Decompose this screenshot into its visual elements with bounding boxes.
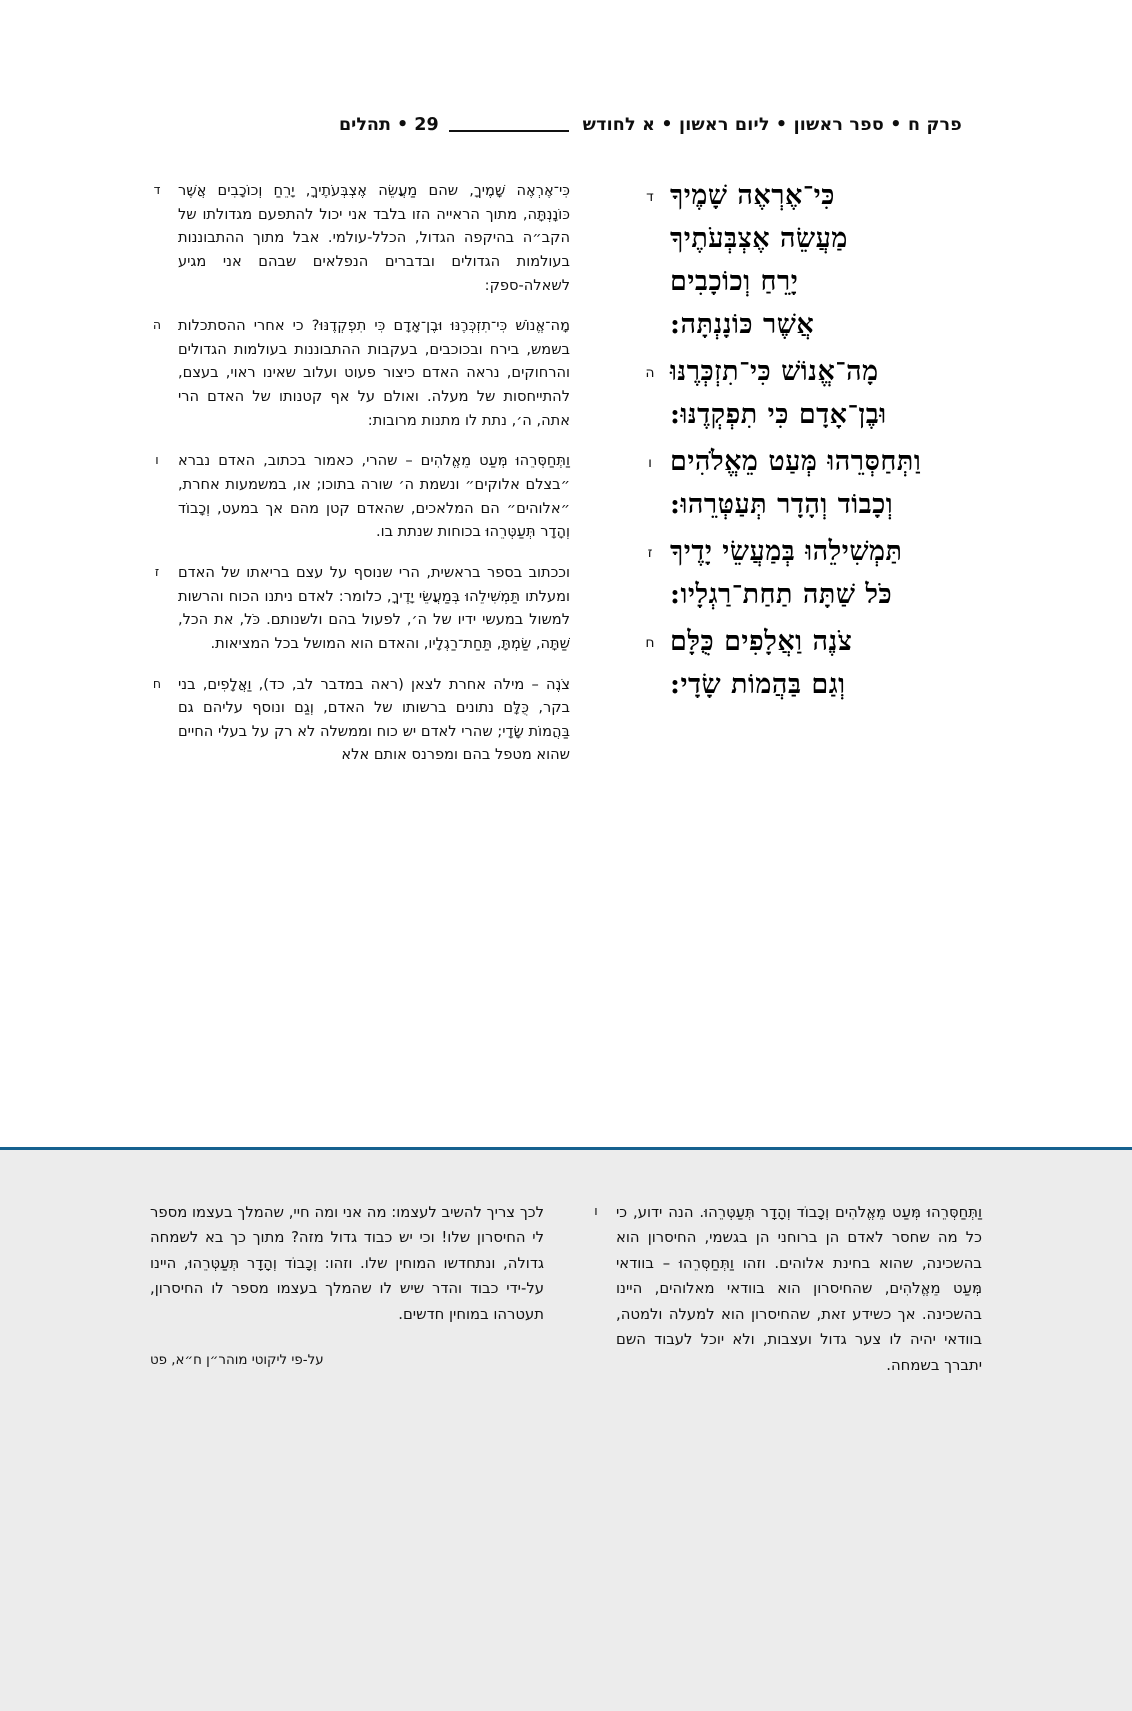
commentary-letter: ו xyxy=(155,452,159,468)
verse-line xyxy=(642,351,982,392)
commentary-paragraph xyxy=(150,449,570,544)
verse-text: צֹנֶה וַאֲלָפִים כֻּלָּם xyxy=(670,626,853,658)
band-text: לכך צריך להשיב לעצמו: מה אני ומה חיי, שהמלך בעצמו מספר לי החיסרון שלו! וכי יש כבוד גדול מזה? מתוך כך בא לשמחה גדולה, ונתחדשו המוחין שלו. וזהו: וְכָבוֹד וְהָדָר תְּעַטְּרֵהוּ, היינו על-ידי כבוד והדר שיש לו שהמלך בעצמו מספר לו החיסרון, תעטרהו במוחין חדשים. xyxy=(150,1204,544,1323)
commentary-letter: ה xyxy=(152,317,162,333)
commentary-letter: ז xyxy=(154,563,160,579)
commentary-text: וככתוב בספר בראשית, הרי שנוסף על עצם בריאתו של האדם ומעלתו תַּמְשִׁילֵהוּ בְּמַעֲשֵׂי יָדֶיךָ, כלומר: לאדם ניתנו הכוח והרשות למשול במעשי ידיו של ה׳, לפעול בהם ולשנותם. כֹּל, את הכל, שַׁתָּה, שַׂמְתָּ, תַּחַת־רַגְלָיו, והאדם הוא המושל בכל המציאות. xyxy=(178,563,570,652)
band-text: וַתְּחַסְּרֵהוּ מְּעַט מֵאֱלֹהִים וְכָבוֹד וְהָדָר תְּעַטְּרֵהוּ. הנה ידוע, כי כל מה שחסר לאדם הן ברוחני הן בגשמי, החיסרון הוא בהשכינה, שהוא בחינת אלוהים. וזהו וַתְּחַסְּרֵהוּ – בוודאי מְּעַט מֵאֱלֹהִים, שהחיסרון הוא בוודאי מאלוהים, היינו בהשכינה. אך כשידע זאת, שהחיסרון הוא למעלה ולמטה, בוודאי יהיה לו צער גדול ועצבות, ולא יוכל לעבוד השם יתברך בשמחה. xyxy=(616,1204,982,1374)
verse-text: וַתְּחַסְּרֵהוּ מְּעַט מֵאֱלֹהִים xyxy=(670,446,922,478)
commentary-text: וַתְּחַסְּרֵהוּ מְּעַט מֵאֱלֹהִים – שהרי, כאמור בכתוב, האדם נברא ״בצלם אלוקים״ ונשמת ה׳ שורה בתוכו; או, במשמעות אחרת, ״אלוהים״ הם המלאכים, שהאדם קטן מהם אך במעט, וְכָבוֹד וְהָדָר תְּעַטְּרֵהוּ בכוחות שנתת בו. xyxy=(178,452,570,541)
verse-text: וְגַם בַּהֲמוֹת שָׂדָי: xyxy=(670,669,846,701)
verse-line xyxy=(642,484,982,525)
band-paragraph xyxy=(588,1200,982,1378)
verse-text: תַּמְשִׁילֵהוּ בְּמַעֲשֵׂי יָדֶיךָ xyxy=(670,536,903,568)
band-source-citation: על-פי ליקוטי מוהר״ן ח״א, פט xyxy=(150,1353,324,1369)
commentary-paragraph xyxy=(150,314,570,432)
header-title: פרק ח • ספר ראשון • ליום ראשון • א לחודש xyxy=(582,115,962,135)
verse-letter: ז xyxy=(647,545,653,562)
verse-line xyxy=(642,621,982,662)
commentary-text: כִּי־אֶרְאֶה שָׁמֶיךָ, שהם מַעֲשֵׂה אֶצְבְּעֹתֶיךָ, יָרֵחַ וְכוֹכָבִים אֲשֶׁר כּוֹנָנְתָּה, מתוך הראייה הזו בלבד אני יכול להתפעם מגדולתו של הקב״ה בהיקפה הגדול, הכלל-עולמי. אבל מתוך ההתבוננות בעולמות הגדולים ובדברים הנפלאים שבהם אני מגיע לשאלה-ספק: xyxy=(178,182,570,294)
verse-line xyxy=(642,218,982,259)
commentary-paragraph xyxy=(150,561,570,656)
verse-text: אֲשֶׁר כּוֹנָנְתָּה: xyxy=(670,309,815,341)
verse-line xyxy=(642,664,982,705)
verse-block xyxy=(642,621,982,705)
verse-letter: ו xyxy=(648,455,652,472)
band-right-column xyxy=(588,1200,982,1378)
verse-letter: ה xyxy=(645,365,655,382)
verse-text: מָה־אֱנוֹשׁ כִּי־תִזְכְּרֶנּוּ xyxy=(670,356,879,388)
band-letter: ו xyxy=(594,1203,598,1218)
commentary-column xyxy=(150,179,570,784)
verse-line xyxy=(642,531,982,572)
verse-block xyxy=(642,351,982,435)
page-header xyxy=(170,108,962,142)
commentary-letter: ד xyxy=(153,182,161,197)
verse-text: וּבֶן־אָדָם כִּי תִפְקְדֶנּוּ: xyxy=(670,399,887,431)
verse-letter: ח xyxy=(645,635,655,652)
verse-line xyxy=(642,574,982,615)
verse-text: מַעֲשֵׂה אֶצְבְּעֹתֶיךָ xyxy=(670,223,848,255)
verse-line xyxy=(642,441,982,482)
commentary-letter: ח xyxy=(152,675,162,691)
verse-text: יָרֵחַ וְכוֹכָבִים xyxy=(670,266,799,298)
bottom-band-content xyxy=(150,1200,982,1378)
page-number: 29 • תהלים xyxy=(339,115,439,135)
verse-line xyxy=(642,394,982,435)
verse-line xyxy=(642,175,982,216)
verse-line xyxy=(642,304,982,345)
main-body xyxy=(150,175,982,1115)
verse-column xyxy=(642,175,982,711)
verse-text: כֹּל שַׁתָּה תַחַת־רַגְלָיו: xyxy=(670,579,893,611)
commentary-paragraph xyxy=(150,179,570,297)
verse-block xyxy=(642,175,982,345)
commentary-text: מָה־אֱנוֹשׁ כִּי־תִזְכְּרֶנּוּ וּבֶן־אָדָם כִּי תִפְקְדֶנּוּ? כי אחרי ההסתכלות בשמש, בירח ובכוכבים, בעקבות ההתבוננות בעולמות הגדולים והרחוקים, נראה האדם כיצור פעוט ועלוב שאינו ראוי, בעצם, להתייחסות של מעלה. ואולם על אף קטנותו של האדם הרי אתה, ה׳, נתת לו מתנות מרובות: xyxy=(178,317,570,429)
commentary-paragraph xyxy=(150,673,570,768)
verse-letter: ד xyxy=(646,189,654,205)
band-left-column xyxy=(150,1200,544,1378)
bottom-band xyxy=(0,1147,1132,1711)
verse-line xyxy=(642,261,982,302)
band-paragraph xyxy=(150,1200,544,1327)
header-rule xyxy=(449,130,569,132)
verse-block xyxy=(642,531,982,615)
commentary-text: צֹנֶה – מילה אחרת לצאן (ראה במדבר לב, כד), וַאֲלָפִים, בני בקר, כֻּלָּם נתונים ברשותו של האדם, וְגַם ונוסף עליהם גם בַּהֲמוֹת שָׂדָי; שהרי לאדם יש כוח וממשלה לא רק על בעלי החיים שהוא מטפל בהם ומפרנס אותם אלא xyxy=(178,675,570,764)
verse-block xyxy=(642,441,982,525)
verse-text: כִּי־אֶרְאֶה שָׁמֶיךָ xyxy=(670,180,835,211)
verse-text: וְכָבוֹד וְהָדָר תְּעַטְּרֵהוּ: xyxy=(670,489,894,521)
